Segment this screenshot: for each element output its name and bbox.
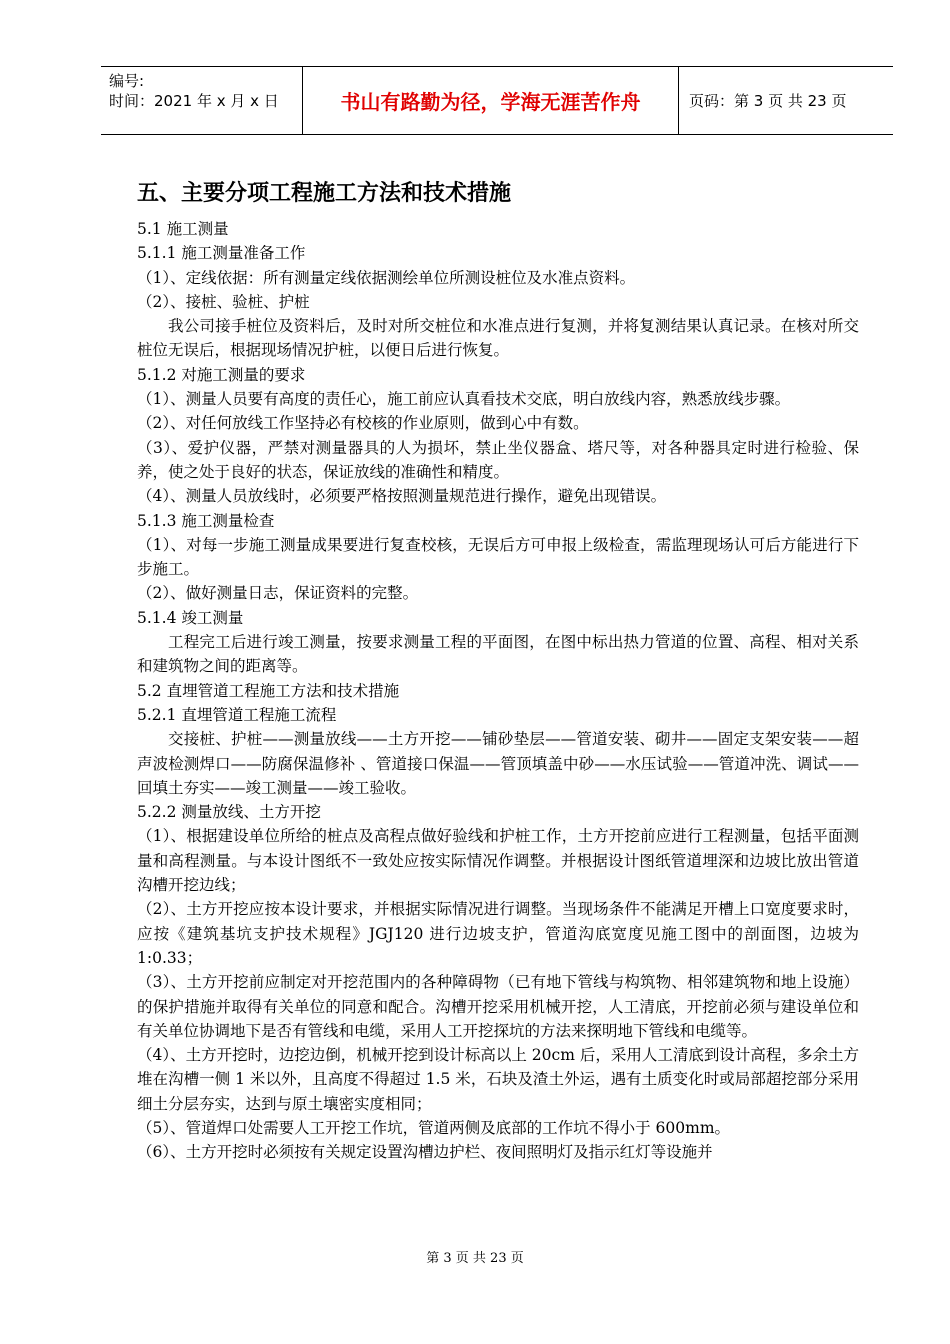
paragraph: 工程完工后进行竣工测量，按要求测量工程的平面图，在图中标出热力管道的位置、高程、相对关系和建筑物之间的距离等。 <box>137 633 859 676</box>
page-footer: 第 3 页 共 23 页 <box>426 1251 524 1266</box>
page-header <box>101 66 893 135</box>
header-meta <box>101 67 303 134</box>
document-body <box>137 176 859 1165</box>
paragraph: 交接桩、护桩——测量放线——土方开挖——铺砂垫层——管道安装、砌井——固定支架安装——超声波检测焊口——防腐保温修补 、管道接口保温——管顶填盖中砂——水压试验——管道冲洗、调试——回填土夯实——竣工测量——竣工验收。 <box>137 730 859 797</box>
text-line: 5.2.1 直埋管道工程施工流程 <box>137 705 337 724</box>
text-line: （5）、管道焊口处需要人工开挖工作坑，管道两侧及底部的工作坑不得小于 600mm。 <box>137 1118 731 1137</box>
document-date: 时间：2021 年 x 月 x 日 <box>109 92 279 110</box>
paragraph: （1）、根据建设单位所给的桩点及高程点做好验线和护桩工作，土方开挖前应进行工程测量，包括平面测量和高程测量。与本设计图纸不一致处应按实际情况作调整。并根据设计图纸管道埋深和边坡比放出管道沟槽开挖边线； <box>137 827 859 895</box>
text-line: 5.1.3 施工测量检查 <box>137 511 275 530</box>
paragraph: （3）、爱护仪器，严禁对测量器具的人为损坏，禁止坐仪器盒、塔尺等，对各种器具定时进行检验、保养，使之处于良好的状态，保证放线的准确性和精度。 <box>137 438 859 481</box>
text-line: （2）、对任何放线工作坚持必有校核的作业原则，做到心中有数。 <box>137 414 589 433</box>
document-code-label: 编号: <box>109 72 145 90</box>
paragraph: 我公司接手桩位及资料后，及时对所交桩位和水准点进行复测，并将复测结果认真记录。在核对所交桩位无误后，根据现场情况护桩，以便日后进行恢复。 <box>137 317 859 360</box>
text-line: 5.1.1 施工测量准备工作 <box>137 244 306 263</box>
paragraph: （4）、土方开挖时，边挖边倒，机械开挖到设计标高以上 20cm 后，采用人工清底到设计高程，多余土方堆在沟槽一侧 1 米以外，且高度不得超过 1.5 米，石块及渣土外运，遇有土质变化时或局部超挖部分采用细土分层夯实，达到与原土壤密实度相同； <box>137 1046 859 1113</box>
text-line: 5.1 施工测量 <box>137 220 229 238</box>
header-motto: 书山有路勤为径，学海无涯苦作舟 <box>303 67 679 134</box>
text-line: （2）、接桩、验桩、护桩 <box>137 292 310 311</box>
text-line: 5.1.2 对施工测量的要求 <box>137 365 306 384</box>
text-line: （6）、土方开挖时必须按有关规定设置沟槽边护栏、夜间照明灯及指示红灯等设施并 <box>137 1143 713 1162</box>
text-line: （1）、定线依据：所有测量定线依据测绘单位所测设桩位及水准点资料。 <box>137 268 636 287</box>
paragraph: （1）、对每一步施工测量成果要进行复查校核，无误后方可申报上级检查，需监理现场认可后方能进行下步施工。 <box>137 535 859 579</box>
paragraph: （1）、测量人员要有高度的责任心，施工前应认真看技术交底，明白放线内容，熟悉放线步骤。 <box>137 390 791 409</box>
section-title: 五、主要分项工程施工方法和技术措施 <box>137 181 512 206</box>
paragraph: （3）、土方开挖前应制定对开挖范围内的各种障碍物（已有地下管线与构筑物、相邻建筑物和地上设施）的保护措施并取得有关单位的同意和配合。沟槽开挖采用机械开挖，人工清底，开挖前必须与建设单位和有关单位协调地下是否有管线和电缆，采用人工开挖探坑的方法来探明地下管线和电缆等。 <box>137 973 859 1040</box>
text-line: 5.1.4 竣工测量 <box>137 608 244 627</box>
text-line: 5.2 直埋管道工程施工方法和技术措施 <box>137 681 400 700</box>
text-line: （2）、做好测量日志，保证资料的完整。 <box>137 584 419 603</box>
text-line: 5.2.2 测量放线、土方开挖 <box>137 803 321 822</box>
header-page-info: 页码：第 3 页 共 23 页 <box>689 92 847 110</box>
text-line: （4）、测量人员放线时，必须要严格按照测量规范进行操作，避免出现错误。 <box>137 487 667 506</box>
paragraph: （2）、土方开挖应按本设计要求，并根据实际情况进行调整。当现场条件不能满足开槽上口宽度要求时，应按《建筑基坑支护技术规程》JGJ120 进行边坡支护，管道沟底宽度见施工图中的剖面图，边坡为 1:0.33； <box>137 900 859 967</box>
